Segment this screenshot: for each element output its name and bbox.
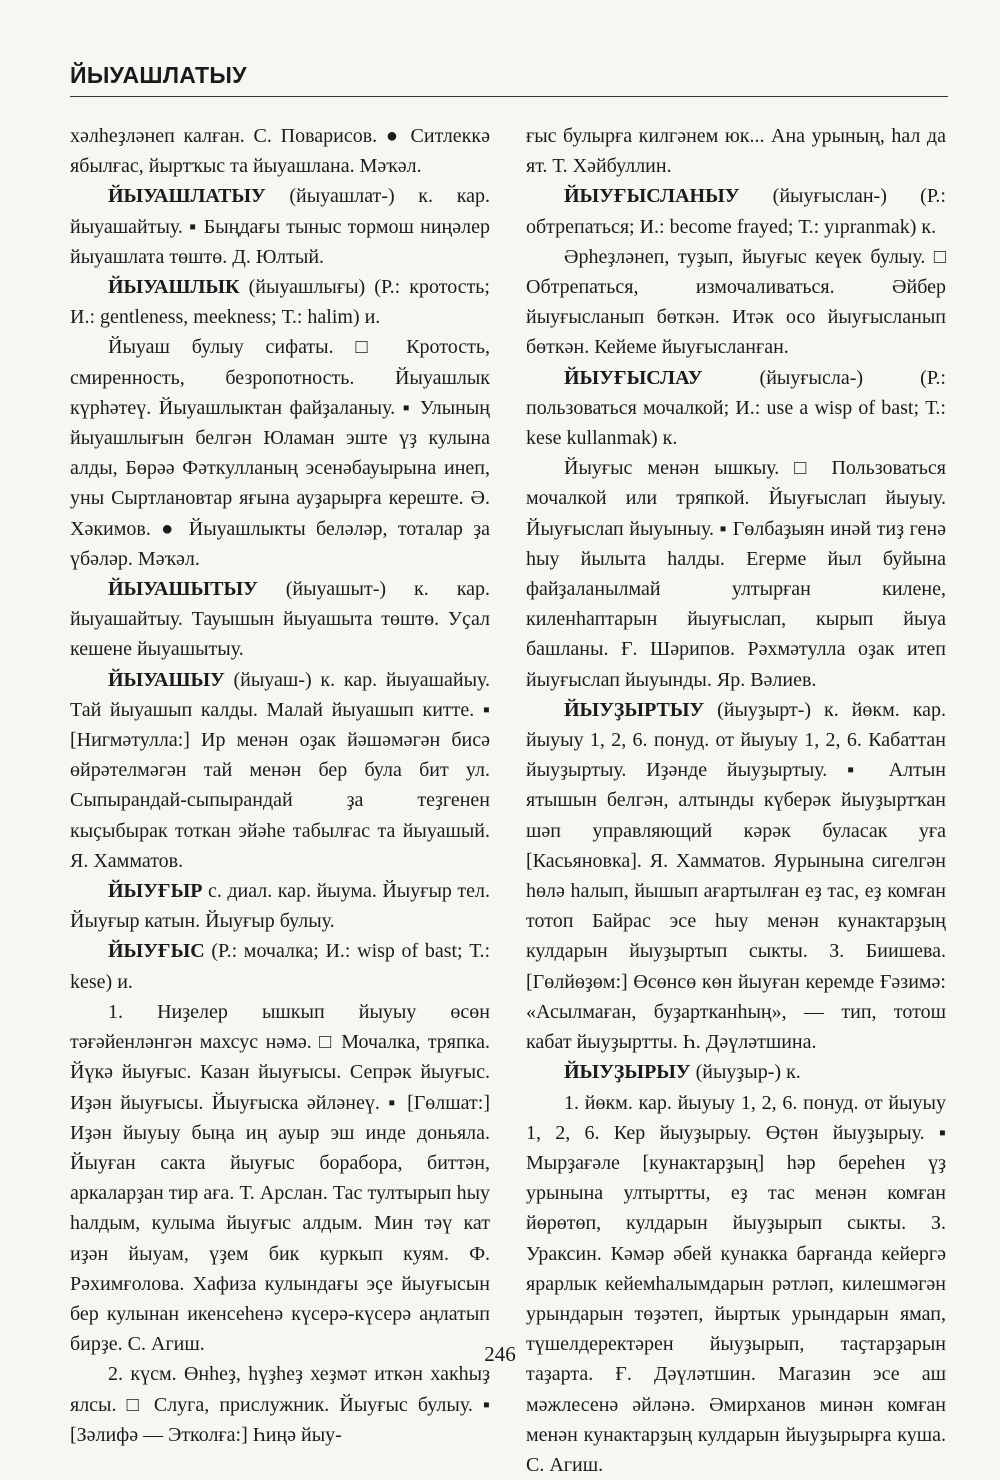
entry-yyuashlyk-definition: Йыуаш булыу сифаты. □ Кротость, смиренность, безропотность. Йыуашлык күрһәтеү. Йыуашлыктан файҙаланыу. ▪ Улының йыуашлығын белгән Юламан эште үҙ кулына алды, Бөрәә Фәткулланың эсенәбауырына инеп, уны Сыртлановтар яғына ауҙарырға кереште. Ә. Хәкимов. ● Йыуашлыкты беләләр, тоталар ҙа үбәләр. Мәҡәл. xyxy=(70,332,490,574)
entry-yyughys-sense-2: 2. күсм. Өнһеҙ, һүҙһеҙ хеҙмәт иткән хакһыҙ ялсы. □ Слуга, прислужник. Йыуғыс булыу. ▪ [Зәлифә — Этколға:] Һиңә йыу- xyxy=(70,1359,490,1450)
entry-yyughyslau: ЙЫУҒЫСЛАУ (йыуғысла-) (Р.: пользоваться мочалкой; И.: use a wisp of bast; Т.: kese kullanmak) к. xyxy=(526,363,946,454)
entry-yyughys: ЙЫУҒЫС (Р.: мочалка; И.: wisp of bast; Т.: kese) и. xyxy=(70,936,490,996)
headword: ЙЫУАШЫУ xyxy=(108,669,225,691)
header-rule xyxy=(70,96,948,97)
entry-continuation: хәлһеҙләнеп калған. С. Поварисов. ● Ситлеккә ябылғас, йыртҡыс та йыуашлана. Мәҡәл. xyxy=(70,121,490,181)
running-head-title: ЙЫУАШЛАТЫУ xyxy=(70,62,948,89)
headword: ЙЫУАШЫТЫУ xyxy=(108,578,258,600)
headword: ЙЫУАШЛАТЫУ xyxy=(108,185,266,207)
headword: ЙЫУҒЫР xyxy=(108,880,202,902)
entry-yyuzyrtyu: ЙЫУҘЫРТЫУ (йыуҙырт-) к. йөкм. кар. йыуыу 1, 2, 6. понуд. от йыуыу 1, 2, 6. Кабаттан йыуҙыртыу. Иҙәнде йыуҙыртыу. ▪ Алтын ятышын белгән, алтынды күберәк йыуҙыртҡан шәп управляющий кәрәк буласак уға [Касьяновка]. Я. Хамматов. Яурынына сигелгән һөлә һалып, йышып ағартылған еҙ тас, еҙ комған тотоп Байрас эсе һыу менән кунактарҙың кулдарын йыуҙыртып сыкты. З. Биишева. [Гөлйөҙөм:] Өсөнсө көн йыуған керемде Ғәзимә: «Асылмаған, буҙартканһың», — тип, тотош кабат йыуҙыртты. Һ. Дәүләтшина. xyxy=(526,695,946,1057)
entry-yyuzyryu: ЙЫУҘЫРЫУ (йыуҙыр-) к. xyxy=(526,1057,946,1087)
entry-yyuashytyu: ЙЫУАШЫТЫУ (йыуашыт-) к. кар. йыуашайтыу. Тауышын йыуашыта төштө. Уҫал кешене йыуашытыу. xyxy=(70,574,490,665)
entry-yyuashlatyu: ЙЫУАШЛАТЫУ (йыуашлат-) к. кар. йыуашайтыу. ▪ Быңдағы тыныс тормош ниңәлер йыуашлата төштө. Д. Юлтый. xyxy=(70,181,490,272)
page-number: 246 xyxy=(0,1342,1000,1367)
headword: ЙЫУҒЫС xyxy=(108,940,205,962)
headword: ЙЫУАШЛЫК xyxy=(108,276,240,298)
entry-yyughyslanyu-definition: Әрһеҙләнеп, туҙып, йыуғыс кеүек булыу. □ Обтрепаться, измочаливаться. Әйбер йыуғысланып бөткән. Итәк осо йыуғысланып бөткән. Кейеме йыуғысланған. xyxy=(526,242,946,363)
entry-continuation: ғыс булырға килгәнем юк... Ана урының, һал да ят. Т. Хәйбуллин. xyxy=(526,121,946,181)
headword: ЙЫУҒЫСЛАНЫУ xyxy=(564,185,739,207)
left-column xyxy=(70,121,490,1450)
entry-yyuashlyk: ЙЫУАШЛЫК (йыуашлығы) (Р.: кротость; И.: gentleness, meekness; Т.: halim) и. xyxy=(70,272,490,332)
right-column xyxy=(526,121,946,1480)
headword: ЙЫУҘЫРТЫУ xyxy=(564,699,704,721)
entry-yyughyr: ЙЫУҒЫР с. диал. кар. йыума. Йыуғыр тел. Йыуғыр катын. Йыуғыр булыу. xyxy=(70,876,490,936)
headword: ЙЫУҘЫРЫУ xyxy=(564,1061,691,1083)
entry-yyuashyu: ЙЫУАШЫУ (йыуаш-) к. кар. йыуашайыу. Тай йыуашып калды. Малай йыуашып китте. ▪ [Нигмәтулла:] Ир менән оҙак йәшәмәгән бисә өйрәтелмәгән тай менән бер була бит ул. Сыпырандай-сыпырандай ҙа теҙгенен кыҫыбырак тоткан эйәһе табылғас та йыуашый. Я. Хамматов. xyxy=(70,665,490,876)
entry-yyughys-sense-1: 1. Ниҙелер ышкып йыуыу өсөн тәғәйенләнгән махсус нәмә. □ Мочалка, тряпка. Йүкә йыуғыс. Казан йыуғысы. Сепрәк йыуғыс. Иҙән йыуғысы. Йыуғыска әйләнеү. ▪ [Гөлшат:] Иҙән йыуыу быңа иң ауыр эш инде доньяла. Йыуған сакта йыуғыс борабора, биттән, аркаларҙан тир аға. Т. Арслан. Тас тултырып һыу һалдым, кулыма йыуғыс алдым. Мин тәү кат иҙән йыуам, үҙем бик куркып куям. Ф. Рәхимғолова. Хафиза кулындағы эҫе йыуғысын бер кулынан икенсеһенә күсерә-күсерә аңлатып бирҙе. С. Агиш. xyxy=(70,997,490,1359)
entry-yyughyslanyu: ЙЫУҒЫСЛАНЫУ (йыуғыслан-) (Р.: обтрепаться; И.: become frayed; Т.: yıpranmak) к. xyxy=(526,181,946,241)
entry-yyughyslau-definition: Йыуғыс менән ышкыу. □ Пользоваться мочалкой или тряпкой. Йыуғыслап йыуыу. Йыуғыслап йыуыныу. ▪ Гөлбаҙыян инәй тиҙ генә һыу йылыта һалды. Егерме йыл буйына файҙаланылмай ултырған килене, киленһаптарын йыуғыслап, кырып йыуа башланы. Ғ. Шәрипов. Рәхмәтулла оҙак итеп йыуғыслап йыуынды. Яр. Вәлиев. xyxy=(526,453,946,695)
headword: ЙЫУҒЫСЛАУ xyxy=(564,367,702,389)
entry-yyuzyryu-sense-1: 1. йөкм. кар. йыуыу 1, 2, 6. понуд. от йыуыу 1, 2, 6. Кер йыуҙырыу. Өҫтөн йыуҙырыу. ▪ Мырҙағәле [кунактарҙың] һәр береһен үҙ урынына ултыртты, еҙ тас менән комған йөрөтөп, кулдарын йыуҙырып сыкты. З. Ураксин. Кәмәр әбей кунакка барғанда кейергә ярарлык кейемһалымдарын рәтләп, килешмәгән урындарын төҙәтеп, йыртык урындарын ямап, түшелдеректәрен йыуҙырып, таҫтарҙарын таҙарта. Ғ. Дәүләтшин. Магазин эсе аш мәжлесенә әйләнә. Әмирханов минән комған менән кунактарҙың кулдарын йыуҙырырға куша. С. Агиш. xyxy=(526,1088,946,1480)
